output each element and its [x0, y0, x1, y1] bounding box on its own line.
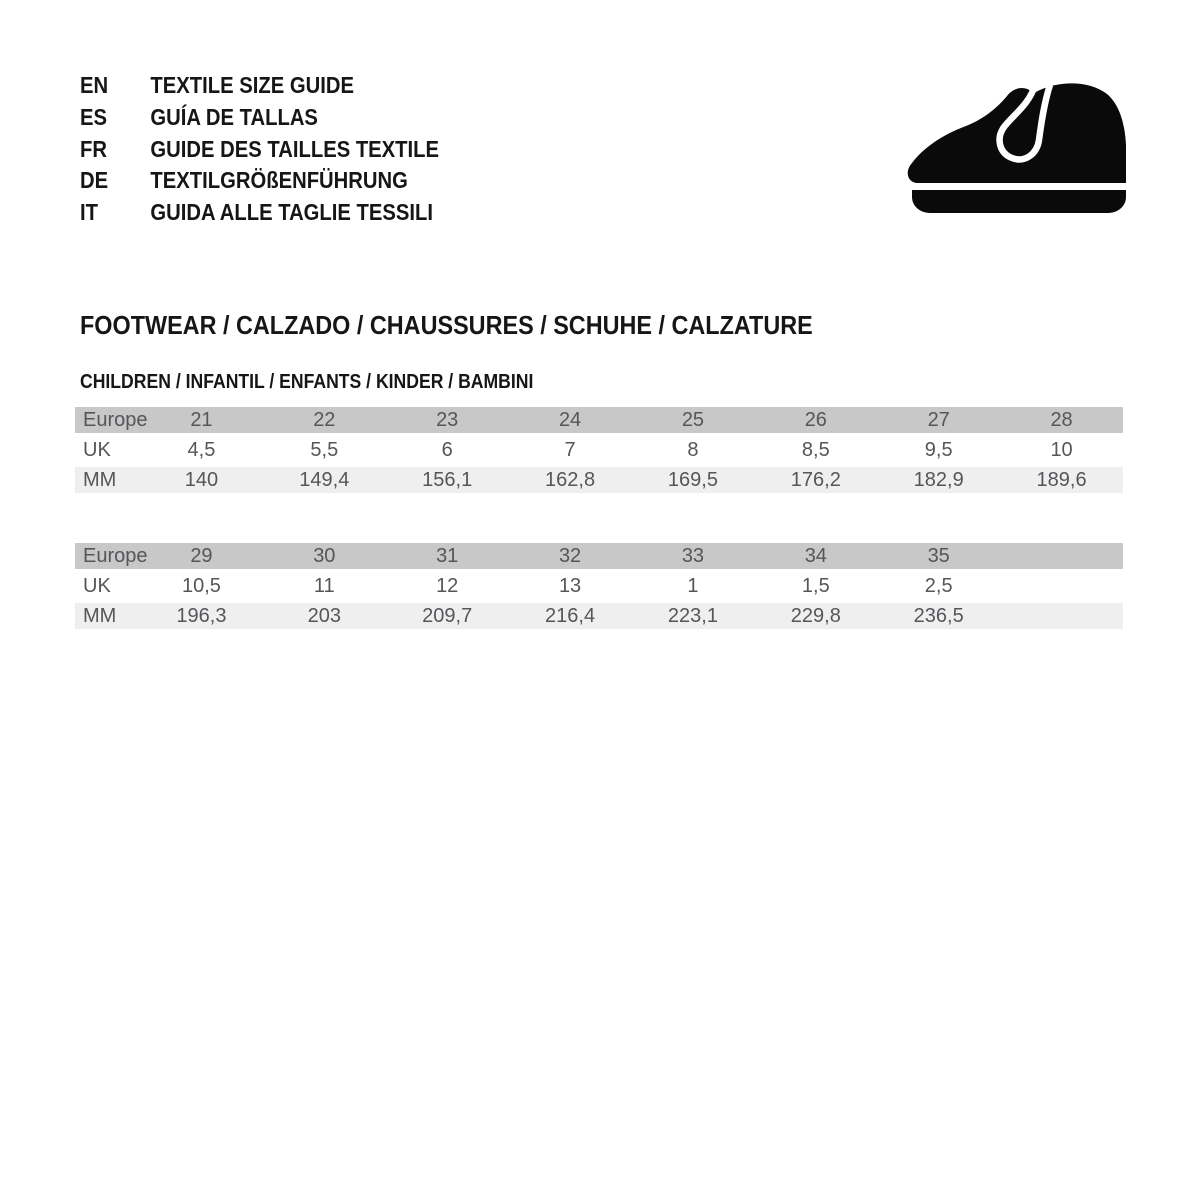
size-value-cell: 2,5 [877, 573, 1000, 599]
size-value-cell: 29 [140, 543, 263, 569]
size-value-cell [1000, 603, 1123, 629]
row-label: MM [75, 603, 140, 629]
children-shoe-icon [903, 76, 1135, 216]
language-row [80, 197, 439, 229]
language-title: TEXTILGRÖßENFÜHRUNG [150, 167, 408, 194]
size-value-cell [1000, 573, 1123, 599]
size-value-cell: 4,5 [140, 437, 263, 463]
size-value-cell: 32 [509, 543, 632, 569]
size-value-cell: 169,5 [632, 467, 755, 493]
size-value-cell: 203 [263, 603, 386, 629]
size-value-cell: 149,4 [263, 467, 386, 493]
language-code: FR [80, 135, 107, 162]
size-value-cell: 5,5 [263, 437, 386, 463]
size-value-cell: 223,1 [632, 603, 755, 629]
size-value-cell: 27 [877, 407, 1000, 433]
size-value-cell: 13 [509, 573, 632, 599]
size-value-cell: 30 [263, 543, 386, 569]
size-value-cell: 10 [1000, 437, 1123, 463]
language-title: GUIDA ALLE TAGLIE TESSILI [150, 199, 434, 226]
size-table-children-29-35 [75, 539, 1123, 633]
table-row-europe [75, 407, 1123, 433]
size-value-cell: 162,8 [509, 467, 632, 493]
row-label: Europe [75, 407, 140, 433]
section-subtitle: CHILDREN / INFANTIL / ENFANTS / KINDER / BAMBINI [80, 371, 534, 393]
size-value-cell: 189,6 [1000, 467, 1123, 493]
size-value-cell: 196,3 [140, 603, 263, 629]
size-value-cell: 28 [1000, 407, 1123, 433]
size-value-cell: 7 [509, 437, 632, 463]
row-label: MM [75, 467, 140, 493]
table-row-mm [75, 603, 1123, 629]
size-value-cell: 12 [386, 573, 509, 599]
language-row [80, 102, 439, 134]
size-value-cell: 156,1 [386, 467, 509, 493]
size-value-cell: 236,5 [877, 603, 1000, 629]
language-row [80, 70, 439, 102]
size-value-cell [1000, 543, 1123, 569]
size-value-cell: 9,5 [877, 437, 1000, 463]
size-value-cell: 24 [509, 407, 632, 433]
size-value-cell: 6 [386, 437, 509, 463]
size-value-cell: 33 [632, 543, 755, 569]
row-label: UK [75, 437, 140, 463]
size-value-cell: 8,5 [754, 437, 877, 463]
language-title-list [80, 70, 439, 229]
size-value-cell: 182,9 [877, 467, 1000, 493]
row-label: Europe [75, 543, 140, 569]
size-value-cell: 216,4 [509, 603, 632, 629]
language-row [80, 134, 439, 166]
size-value-cell: 1,5 [754, 573, 877, 599]
row-label: UK [75, 573, 140, 599]
size-value-cell: 22 [263, 407, 386, 433]
table-row-mm [75, 467, 1123, 493]
size-value-cell: 10,5 [140, 573, 263, 599]
size-value-cell: 140 [140, 467, 263, 493]
language-code: DE [80, 167, 109, 194]
size-table-children-21-28 [75, 403, 1123, 497]
size-value-cell: 8 [632, 437, 755, 463]
size-value-cell: 35 [877, 543, 1000, 569]
size-value-cell: 25 [632, 407, 755, 433]
size-value-cell: 11 [263, 573, 386, 599]
language-title: TEXTILE SIZE GUIDE [150, 72, 354, 98]
table-row-uk [75, 437, 1123, 463]
size-value-cell: 176,2 [754, 467, 877, 493]
size-value-cell: 1 [632, 573, 755, 599]
size-value-cell: 229,8 [754, 603, 877, 629]
language-code: ES [80, 103, 108, 130]
language-code: IT [80, 199, 98, 226]
size-value-cell: 34 [754, 543, 877, 569]
size-value-cell: 23 [386, 407, 509, 433]
language-title: GUÍA DE TALLAS [150, 103, 318, 130]
size-value-cell: 31 [386, 543, 509, 569]
language-code: EN [80, 72, 109, 98]
language-row [80, 165, 439, 197]
size-value-cell: 21 [140, 407, 263, 433]
size-value-cell: 26 [754, 407, 877, 433]
size-value-cell: 209,7 [386, 603, 509, 629]
language-title: GUIDE DES TAILLES TEXTILE [150, 135, 440, 162]
section-title: FOOTWEAR / CALZADO / CHAUSSURES / SCHUHE / CALZATURE [80, 310, 813, 340]
table-row-uk [75, 573, 1123, 599]
table-row-europe [75, 543, 1123, 569]
